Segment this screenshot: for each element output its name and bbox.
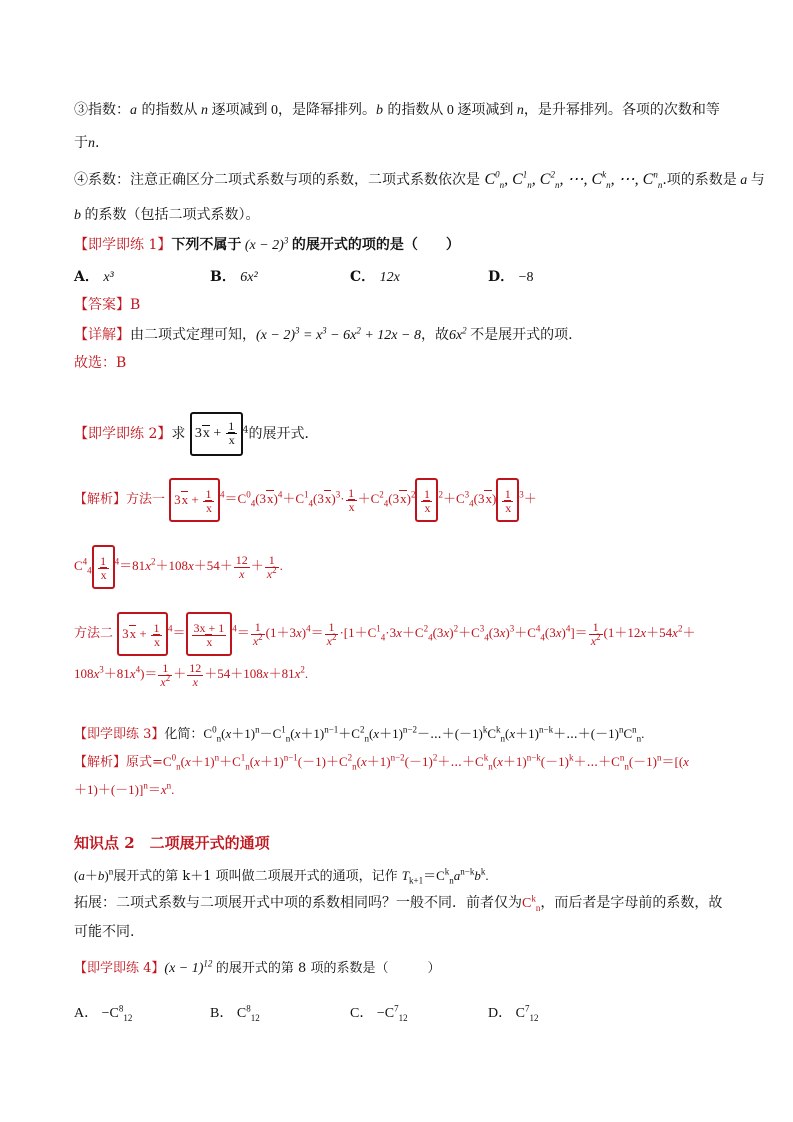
exercise-4-option-c[interactable]: C． $-C^7_{12}$ <box>350 1003 408 1023</box>
exercise-1-option-c[interactable]: C． 12x <box>350 269 400 285</box>
exercise-2-method-2: 方法二 3x + $\frac{1}{x}$ $^4$＝ $\frac{3x + 1}{x}$ $^4$＝ $\frac{1}{x^2}$ $(1+3x)^4=$ $\frac{1}{x^2}$ $\cdot[1+C^1_4\cdot 3x+C^2_4(3x)^2+C^3_4(3x)^3+C^4_4(3x)^4]=$ $\frac{1}{x^2}$ ($1+12x+54x^2+$ <box>74 612 695 656</box>
exercise-2-method-2-cont: $108x^3+81x^4)=$ $\frac{1}{x^2}$ ＋ $\frac{12}{x}$ $+54+108x+81x^2$. <box>74 660 309 689</box>
paragraph-exponent-2: 于n. <box>74 135 100 151</box>
paragraph-exponent: ③指数：a 的指数从 n 逐项减到 0，是降幂排列。b 的指数从 0 逐项减到 n，是升幂排列。各项的次数和等 <box>74 102 720 118</box>
section-heading: 知识点 2 二项展开式的通项 <box>74 834 270 852</box>
exercise-4-question: 【即学即练 4】$(x - 1)^{12}$ 的展开式的第 8 项的系数是（ ） <box>74 958 441 976</box>
exercise-1-option-b[interactable]: B． 6x² <box>210 269 258 285</box>
exercise-1-option-a[interactable]: A． x³ <box>74 269 114 285</box>
section-extension: 拓展：二项式系数与二项展开式中项的系数相同吗？一般不同．前者仅为$C^k_n$，而后者是字母前的系数，故 <box>74 893 723 913</box>
expression-bracket: 3x + $\frac{1}{x}$ <box>190 412 243 456</box>
exercise-1-option-d[interactable]: D． −8 <box>488 269 534 285</box>
section-general-term: $(a+b)^n$展开式的第 k＋1 项叫做二项展开式的通项，记作 $T_{k+1}=C^k_na^{n-k}b^k$. <box>74 866 489 886</box>
exercise-4-option-b[interactable]: B． $C^8_{12}$ <box>210 1003 260 1023</box>
exercise-1-answer: 【答案】B <box>74 297 141 313</box>
exercise-4-option-a[interactable]: A． $-C^8_{12}$ <box>74 1003 133 1023</box>
section-extension-2: 可能不同. <box>74 924 135 940</box>
exercise-1-choose: 故选：B <box>74 355 127 371</box>
exercise-1-detail: 【详解】由二项式定理可知，$(x - 2)^3 = x^3 - 6x^2 + 12x - 8$，故$6x^2$ 不是展开式的项. <box>74 325 573 343</box>
exercise-1-question: 【即学即练 1】下列不属于 $(x - 2)^3$ 的展开式的项的是（ ） <box>74 235 460 253</box>
exercise-3-question: 【即学即练 3】化简：$C^0_n(x+1)^n-C^1_n(x+1)^{n-1}+C^2_n(x+1)^{n-2}-\cdots+(-1)^kC^k_n(x+1)^{n-k}+\cdots+(-1)^nC^n_n$. <box>74 724 645 744</box>
exercise-3-solution-cont: $+1)+(-1)]^n=x^n$. <box>74 780 175 797</box>
exercise-4-option-d[interactable]: D． $C^7_{12}$ <box>488 1003 539 1023</box>
paragraph-coefficient: ④系数：注意正确区分二项式系数与项的系数，二项式系数依次是 $C^0_n$, $C^1_n$, $C^2_n$, ⋯, $C^k_n$, ⋯, $C^n_n$.项的系数是 a 与 <box>74 169 765 191</box>
exercise-3-solution: 【解析】原式$=C^0_n(x+1)^n+C^1_n(x+1)^{n-1}(-1)+C^2_n(x+1)^{n-2}(-1)^2+\cdots+C^k_n(x+1)^{n-k}(-1)^k+\cdots+C^n_n(-1)^n=[(x$ <box>74 752 689 772</box>
exercise-2-method-1: 【解析】方法一 3x + $\frac{1}{x}$ $^4=C^0_4(3x)^4+C^1_4(3x)^3\cdot$ $\frac{1}{x}$ $+C^2_4(3x)^2$ $\frac{1}{x}$ $^2+C^3_4(3x)$ $\frac{1}{x}$ $^3$＋ <box>74 478 537 522</box>
exercise-2-method-1-cont: $C^4_4$ $\frac{1}{x}$ $^4=81x^2+108x+54+$ $\frac{12}{x}$ ＋ $\frac{1}{x^2}$ . <box>74 545 283 589</box>
paragraph-coefficient-2: b 的系数（包括二项式系数）。 <box>74 207 260 223</box>
exercise-2-question: 【即学即练 2】求 3x + $\frac{1}{x}$ $^4$的展开式． <box>74 412 318 456</box>
